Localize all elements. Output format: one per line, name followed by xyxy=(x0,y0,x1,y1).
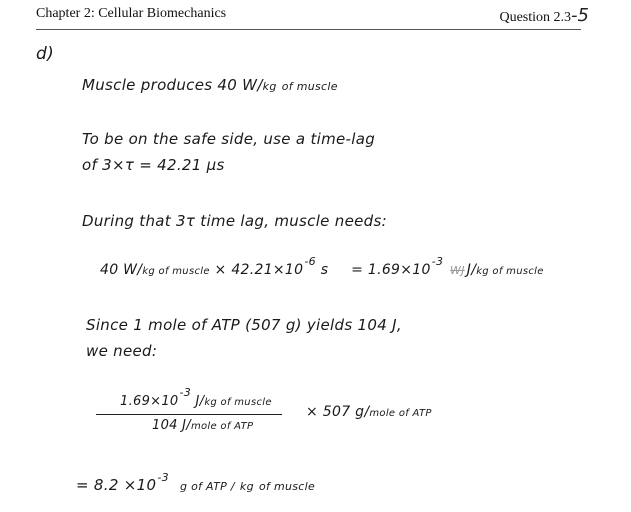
line-muscle-produces-main: Muscle produces 40 W/ xyxy=(82,76,263,94)
final-result-unit: g of ATP / xyxy=(179,480,235,493)
chapter-title: Chapter 2: Cellular Biomechanics xyxy=(36,6,227,21)
line-muscle-produces xyxy=(82,76,338,94)
final-result-value: = 8.2 ×10 xyxy=(76,476,157,494)
fraction-denominator xyxy=(152,418,253,433)
energy-calc-time-exp: -6 xyxy=(304,255,316,268)
final-result-unit-kg: kg xyxy=(239,480,254,493)
final-result-unit-tail: of muscle xyxy=(258,480,316,493)
line-during-lag: During that 3τ time lag, muscle needs: xyxy=(82,212,387,230)
line-muscle-produces-unit: kg xyxy=(262,80,277,93)
multiplier-unit: mole of ATP xyxy=(369,408,432,419)
energy-calc-rate-unit: kg of muscle xyxy=(142,266,210,277)
fraction-denominator-unit: mole of ATP xyxy=(190,421,254,432)
energy-calc-seconds: s xyxy=(320,262,329,278)
energy-calc-result-unit-tail: kg of muscle xyxy=(476,266,544,277)
energy-calc-result: = 1.69×10 xyxy=(351,262,431,278)
energy-calc-result-exp: -3 xyxy=(431,255,444,268)
fraction-bar xyxy=(96,414,282,415)
line-we-need: we need: xyxy=(86,342,158,360)
fraction-numerator xyxy=(120,386,272,409)
multiplier-value: × 507 g/ xyxy=(306,404,370,420)
fraction-numerator-exp: -3 xyxy=(179,386,192,399)
line-safe-side: To be on the safe side, use a time-lag xyxy=(82,130,376,148)
fraction-numerator-value: 1.69×10 xyxy=(120,394,179,409)
final-result-exp: -3 xyxy=(157,471,169,484)
fraction-numerator-unit-tail: kg of muscle xyxy=(204,397,272,408)
part-label: d) xyxy=(36,44,55,64)
energy-calc-result-unit: J/ xyxy=(466,262,477,278)
header-divider xyxy=(36,29,581,30)
energy-calc-time: × 42.21×10 xyxy=(214,262,304,278)
question-prefix: Question 2.3 xyxy=(499,10,572,25)
fraction-numerator-unit: J/ xyxy=(195,394,205,409)
energy-calc-strikethrough: WJ xyxy=(450,264,465,277)
line-mole-atp: Since 1 mole of ATP (507 g) yields 104 J, xyxy=(86,316,402,334)
line-muscle-produces-tail: of muscle xyxy=(281,80,338,93)
line-time-lag-value: of 3×τ = 42.21 µs xyxy=(82,156,225,174)
final-result xyxy=(76,471,316,494)
energy-calc-rate: 40 W/ xyxy=(100,262,143,278)
question-suffix-handwritten: -5 xyxy=(571,5,589,26)
line-energy-calc xyxy=(100,255,544,278)
multiplier-term xyxy=(306,404,432,420)
question-number xyxy=(499,5,589,26)
fraction-denominator-value: 104 J/ xyxy=(152,418,191,433)
